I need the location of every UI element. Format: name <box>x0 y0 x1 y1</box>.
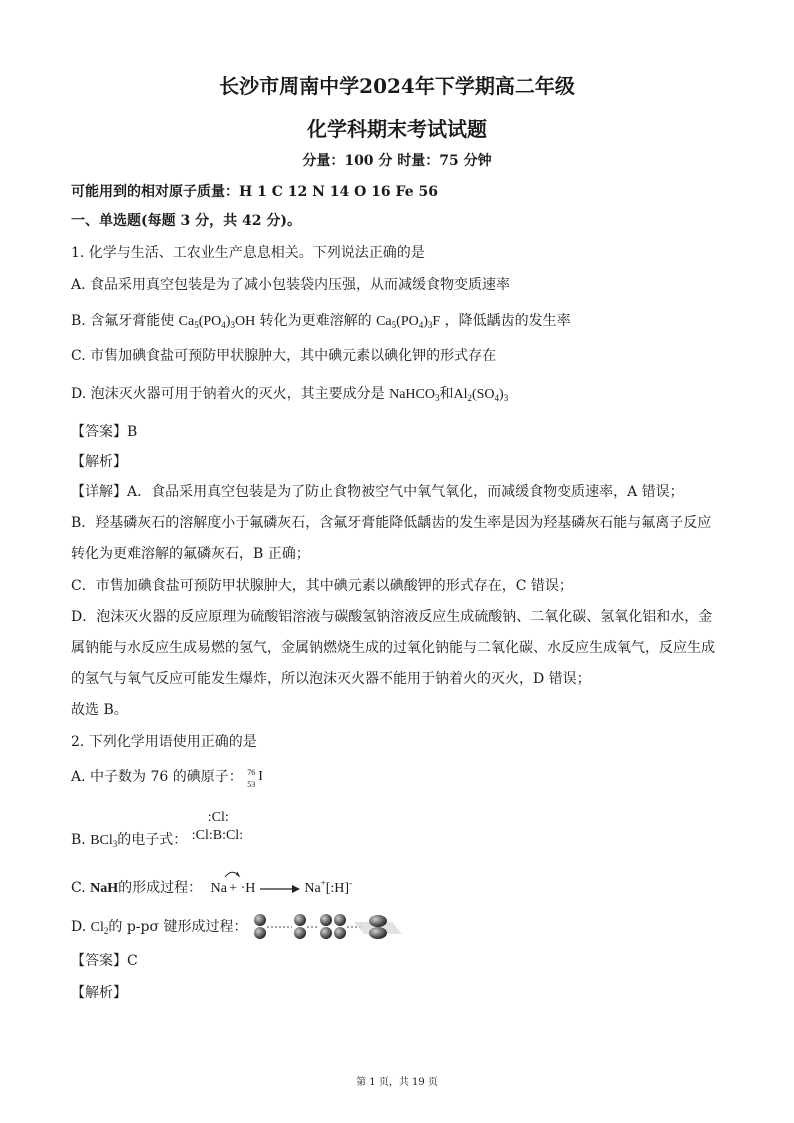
reaction-arrow-icon <box>259 884 301 894</box>
q2-stem: 2. 下列化学用语使用正确的是 <box>71 734 257 750</box>
q2-option-a: A. 中子数为 76 的碘原子： 76 53 I <box>71 767 731 787</box>
q1-detail-line1: 【详解】A．食品采用真空包装是为了防止食物被空气中氧气氧化，而减缓食物变质速率，A 错误； <box>71 484 684 500</box>
exam-meta: 分量：100 分 时量：75 分钟 <box>302 153 492 169</box>
formula-nahco3: NaHCO$_3$ <box>389 387 440 403</box>
q1-conclusion: 故选 B。 <box>71 702 128 718</box>
q2-analysis-label: 【解析】 <box>71 985 127 1001</box>
q1-analysis-label: 【解析】 <box>71 454 127 470</box>
q1-stem: 1. 化学与生活、工农业生产息息相关。下列说法正确的是 <box>71 245 425 261</box>
q1-detail-line2: B．羟基磷灰石的溶解度小于氟磷灰石，含氟牙膏能降低龋齿的发生率是因为羟基磷灰石能与氟离子反应 <box>71 515 712 531</box>
q1-detail-line7: 的氢气与氧气反应可能发生爆炸，所以泡沫灭火器不能用于钠着火的灭火，D 错误； <box>71 671 591 687</box>
bcl3-lewis-structure: :Cl: :Cl:B:Cl: <box>191 810 244 843</box>
formula-fluorapatite: $Ca_5(PO_4)_3F$ <box>376 314 441 330</box>
formula-al2so43: $Al_2(SO_4)_3$ <box>453 387 509 403</box>
q1-option-b: B. 含氟牙膏能使 $Ca_5(PO_4)_3OH$ 转化为更难溶解的 $Ca_5(PO_4)_3F$ ，降低龋齿的发生率 <box>71 313 571 330</box>
electron-transfer-arrow-icon <box>223 868 241 878</box>
atomic-masses: 可能用到的相对原子质量：H 1 C 12 N 14 O 16 Fe 56 <box>71 184 438 200</box>
q2-option-c: C. NaH的形成过程： Na + ·H Na+[:H]- <box>71 873 731 899</box>
q1-option-c: C. 市售加碘食盐可预防甲状腺肿大，其中碘元素以碘化钾的形式存在 <box>71 348 497 364</box>
q1-option-a: A. 食品采用真空包装是为了减小包装袋内压强，从而减缓食物变质速率 <box>71 277 511 293</box>
p-p-sigma-bond-orbital-diagram-icon <box>252 914 412 940</box>
iodine-isotope-notation: 76 53 I <box>247 768 263 789</box>
q1-detail-line6: 属钠能与水反应生成易燃的氢气，金属钠燃烧生成的过氧化钠能与二氧化碳、水反应生成氧气，反应生成 <box>71 640 715 656</box>
q2-answer: 【答案】C <box>71 953 138 969</box>
q1-option-d: D. 泡沫灭火器可用于钠着火的灭火，其主要成分是 NaHCO$_3$和$Al_2(SO_4)_3$ <box>71 386 509 403</box>
formula-hydroxyapatite: $Ca_5(PO_4)_3OH$ <box>178 314 256 330</box>
section-title: 一、单选题(每题 3 分，共 42 分)。 <box>71 213 301 229</box>
q2-option-b: B. BCl$_3$的电子式： :Cl: :Cl:B:Cl: <box>71 820 731 864</box>
page-title-line1: 长沙市周南中学2024年下学期高二年级 <box>219 74 575 98</box>
q2-option-d: D. $Cl_2$的 p-pσ 键形成过程： <box>71 914 731 940</box>
nah-formation-process: Na + ·H Na+[:H]- <box>211 881 353 896</box>
page-footer: 第 1 页，共 19 页 <box>356 1077 438 1088</box>
q1-answer: 【答案】B <box>71 424 138 440</box>
q1-detail-line4: C．市售加碘食盐可预防甲状腺肿大，其中碘元素以碘酸钾的形式存在，C 错误； <box>71 578 573 594</box>
q1-detail-line5: D．泡沫灭火器的反应原理为硫酸铝溶液与碳酸氢钠溶液反应生成硫酸钠、二氧化碳、氢氧化铝和水，金 <box>71 609 713 625</box>
q1-detail-line3: 转化为更难溶解的氟磷灰石，B 正确； <box>71 546 310 562</box>
page-title-line2: 化学科期末考试试题 <box>307 117 487 141</box>
